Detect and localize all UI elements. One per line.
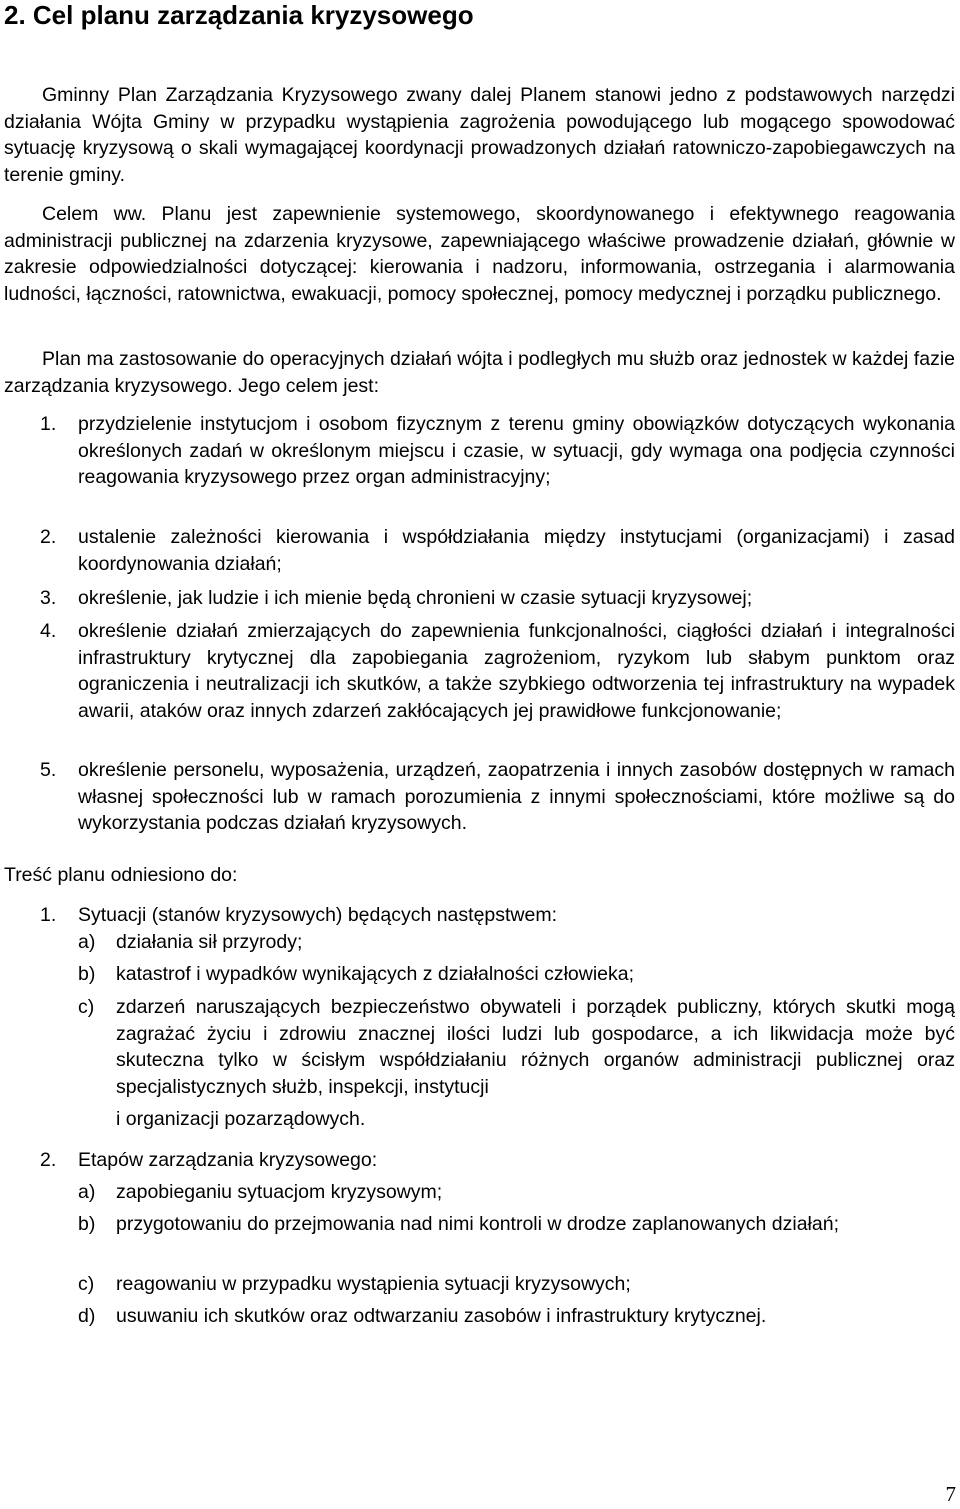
sub-item-letter: b) — [78, 1213, 96, 1235]
sub-item-text: katastrof i wypadków wynikających z działalności człowieka; — [116, 963, 635, 985]
list-item-text: określenie personelu, wyposażenia, urządzeń, zaopatrzenia i innych zasobów dostępnych w ramach własnej społeczności lub w ramach porozumienia z innymi społecznościami, które możliwe są do wykorzystania podczas działań kryzysowych. — [78, 759, 955, 835]
scope-2-item-a — [40, 1179, 955, 1206]
list-item-text: przydzielenie instytucjom i osobom fizycznym z terenu gminy obowiązków dotyczących wykonania określonych zadań w określonym miejscu i czasie, w sytuacji, gdy wymaga ona podjęcia czynności reagowania kryzysowego przez organ administracyjny; — [78, 413, 955, 489]
sub-item-text: przygotowaniu do przejmowania nad nimi kontroli w drodze zaplanowanych działań; — [116, 1213, 839, 1235]
sub-item-letter: b) — [78, 963, 96, 985]
intro-paragraph: Gminny Plan Zarządzania Kryzysowego zwany dalej Planem stanowi jedno z podstawowych narzędzi działania Wójta Gminy w przypadku wystąpienia zagrożenia powodującego lub mogącego spowodować sytuację kryzysową o skali wymagającej koordynacji prowadzonych działań ratowniczo-zapobiegawczych na terenie gminy. — [4, 84, 955, 186]
page-number: 7 — [945, 1482, 956, 1506]
sub-item-letter: a) — [78, 1181, 96, 1203]
application-paragraph: Plan ma zastosowanie do operacyjnych działań wójta i podległych mu służb oraz jednostek w każdej fazie zarządzania kryzysowego. Jego celem jest: — [4, 348, 955, 397]
list-item — [40, 411, 955, 491]
scope-heading — [40, 902, 955, 929]
scope-title: Sytuacji (stanów kryzysowych) będących następstwem: — [78, 904, 558, 926]
goals-list-5 — [40, 757, 955, 837]
sub-list-item — [40, 1211, 955, 1238]
sub-item-continuation: i organizacji pozarządowych. — [116, 1108, 366, 1130]
list-item-text: określenie działań zmierzających do zapewnienia funkcjonalności, ciągłości działań i integralności infrastruktury krytycznej dla zapobiegania zagrożeniom, ryzykom lub słabym punktom oraz ograniczenia i neutralizacji ich skutków, a także szybkiego odtworzenia tej infrastruktury na wypadek awarii, ataków oraz innych zdarzeń zakłócających jej prawidłowe funkcjonowanie; — [78, 620, 955, 722]
scope-1-item-a — [40, 929, 955, 956]
scope-1-item-b — [40, 961, 955, 988]
list-item-number: 5. — [40, 759, 57, 781]
list-item-text: ustalenie zależności kierowania i współdziałania między instytucjami (organizacjami) i zasad koordynowania działań; — [78, 526, 955, 575]
list-item — [40, 618, 955, 724]
section-heading: 2. Cel planu zarządzania kryzysowego — [4, 0, 474, 30]
sub-list-item — [40, 994, 955, 1100]
list-item-number: 4. — [40, 620, 57, 642]
scope-heading — [40, 1147, 955, 1174]
scope-number: 2. — [40, 1149, 57, 1171]
sub-item-letter: d) — [78, 1305, 96, 1327]
goals-list-4 — [40, 618, 955, 724]
scope-title: Etapów zarządzania kryzysowego: — [78, 1149, 378, 1171]
scope-intro: Treść planu odniesiono do: — [4, 864, 238, 886]
scope-section-2 — [40, 1147, 955, 1174]
list-item-number: 3. — [40, 587, 57, 609]
sub-list-item — [40, 1303, 955, 1330]
sub-item-text: działania sił przyrody; — [116, 931, 303, 953]
sub-list-item — [40, 1271, 955, 1298]
sub-list-item — [40, 961, 955, 988]
list-item-text: określenie, jak ludzie i ich mienie będą chronieni w czasie sytuacji kryzysowej; — [78, 587, 753, 609]
sub-item-letter: a) — [78, 931, 96, 953]
sub-item-letter: c) — [78, 996, 95, 1018]
scope-2-item-c — [40, 1271, 955, 1298]
goals-list — [40, 411, 955, 491]
sub-item-text: reagowaniu w przypadku wystąpienia sytuacji kryzysowych; — [116, 1273, 631, 1295]
scope-2-item-b — [40, 1211, 955, 1238]
list-item-number: 2. — [40, 526, 57, 548]
sub-item-text: zdarzeń naruszających bezpieczeństwo obywateli i porządek publiczny, których skutki mogą zagrażać życiu i zdrowiu znacznej ilości ludzi lub gospodarce, a ich likwidacja może być skuteczna tylko w ścisłym współdziałaniu różnych organów administracji publicznej oraz specjalistycznych służb, inspekcji, instytucji — [116, 996, 955, 1098]
scope-2-item-d — [40, 1303, 955, 1330]
scope-number: 1. — [40, 904, 57, 926]
goals-list-3 — [40, 585, 955, 612]
sub-item-letter: c) — [78, 1273, 95, 1295]
list-item — [40, 524, 955, 577]
goal-paragraph: Celem ww. Planu jest zapewnienie systemowego, skoordynowanego i efektywnego reagowania administracji publicznej na zdarzenia kryzysowe, zapewniającego właściwe prowadzenie działań, głównie w zakresie odpowiedzialności dotyczącej: kierowania i nadzoru, informowania, ostrzegania i alarmowania ludności, łączności, ratownictwa, ewakuacji, pomocy społecznej, pomocy medycznej i porządku publicznego. — [4, 203, 955, 305]
list-item — [40, 585, 955, 612]
scope-1-item-c-continuation — [40, 1106, 955, 1133]
sub-item-text: usuwaniu ich skutków oraz odtwarzaniu zasobów i infrastruktury krytycznej. — [116, 1305, 767, 1327]
scope-section-1 — [40, 902, 955, 929]
list-item — [40, 757, 955, 837]
sub-list-item — [40, 929, 955, 956]
scope-1-item-c — [40, 994, 955, 1100]
list-item-number: 1. — [40, 413, 57, 435]
goals-list-2 — [40, 524, 955, 577]
sub-list-item — [40, 1179, 955, 1206]
sub-item-text: zapobieganiu sytuacjom kryzysowym; — [116, 1181, 443, 1203]
sub-list-item — [40, 1106, 955, 1133]
